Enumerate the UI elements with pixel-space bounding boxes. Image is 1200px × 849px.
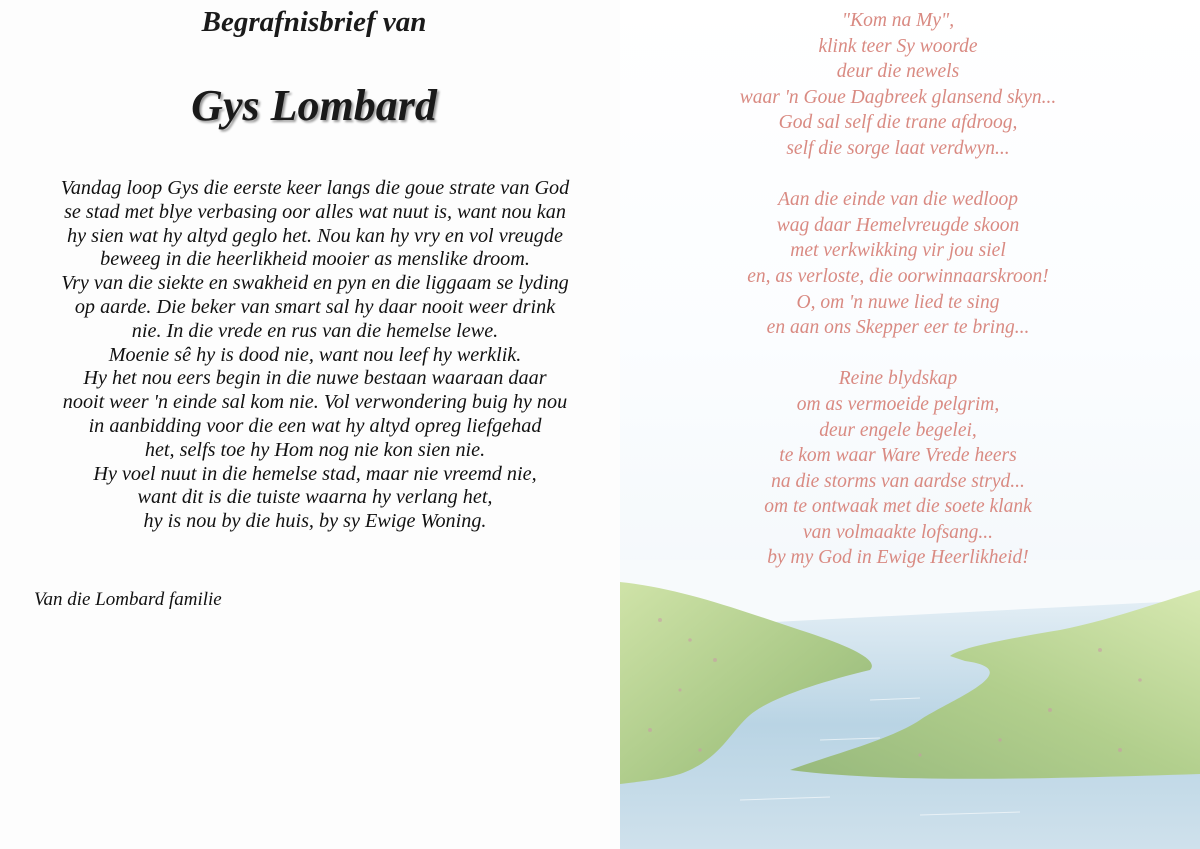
tribute-line: hy is nou by die huis, by sy Ewige Woning. [143,510,487,533]
poem-line: te kom waar Ware Vrede heers [779,445,1017,467]
tribute-line: nie. In die vrede en rus van die hemelse lewe. [131,319,499,342]
poem-line: O, om 'n nuwe lied te sing [796,291,1000,313]
poem-line: om as vermoeide pelgrim, [796,393,1000,415]
tribute-line: Hy het nou eers begin in die nuwe bestaan waaraan daar [83,367,547,390]
poem-line: "Kom na My", [841,10,955,31]
tribute-line: Vandag loop Gys die eerste keer langs die goue strate van God [60,177,570,199]
tribute-line: beweeg in die heerlikheid mooier as menslike droom. [100,248,530,271]
tribute-text [20,177,610,534]
poem-line: na die storms van aardse stryd... [771,470,1025,492]
poem-line: Aan die einde van die wedloop [778,189,1018,211]
poem-line: en aan ons Skepper eer te bring... [766,317,1030,339]
poem-line: wag daar Hemelvreugde skoon [776,214,1020,236]
poem-line: van volmaakte lofsang... [802,521,994,543]
tribute-line: op aarde. Die beker van smart sal hy daar nooit weer drink [74,295,556,318]
poem-stanza [620,8,1176,162]
poem-line: deur engele begelei, [819,419,977,441]
poem-line: by my God in Ewige Heerlikheid! [767,547,1029,569]
poem [620,8,1176,597]
tribute-line: Vry van die siekte en swakheid en pyn en die liggaam se lyding [61,272,569,295]
tribute-line: Moenie sê hy is dood nie, want nou leef hy werklik. [108,343,522,366]
deceased-name: Gys Lombard [191,81,437,130]
poem-line: Reine blydskap [838,368,958,390]
river-landscape-illustration [620,560,1200,849]
poem-line: God sal self die trane afdroog, [778,112,1018,134]
letter-subtitle: Begrafnisbrief van [201,6,427,38]
poem-line: met verkwikking vir jou siel [790,240,1006,262]
tribute-line: hy sien wat hy altyd geglo het. Nou kan hy vry en vol vreugde [67,224,563,247]
poem-line: klink teer Sy woorde [818,35,978,57]
poem-stanza [620,366,1176,571]
poem-line: waar 'n Goue Dagbreek glansend skyn... [739,86,1057,108]
poem-line: deur die newels [836,61,960,83]
tribute-line: Hy voel nuut in die hemelse stad, maar nie vreemd nie, [93,462,537,485]
tribute-line: nooit weer 'n einde sal kom nie. Vol verwondering buig hy nou [62,391,568,414]
poem-line: en, as verloste, die oorwinnaarskroon! [747,265,1049,287]
poem-line: om te ontwaak met die soete klank [764,496,1032,518]
poem-stanza [620,187,1176,341]
tribute-line: se stad met blye verbasing oor alles wat nuut is, want nou kan [64,200,566,223]
family-signoff: Van die Lombard familie [34,589,222,610]
tribute-line: want dit is die tuiste waarna hy verlang het, [137,486,493,509]
tribute-line: in aanbidding voor die een wat hy altyd opreg liefgehad [88,414,542,437]
tribute-line: het, selfs toe hy Hom nog nie kon sien nie. [144,438,486,461]
poem-line: self die sorge laat verdwyn... [786,137,1010,159]
